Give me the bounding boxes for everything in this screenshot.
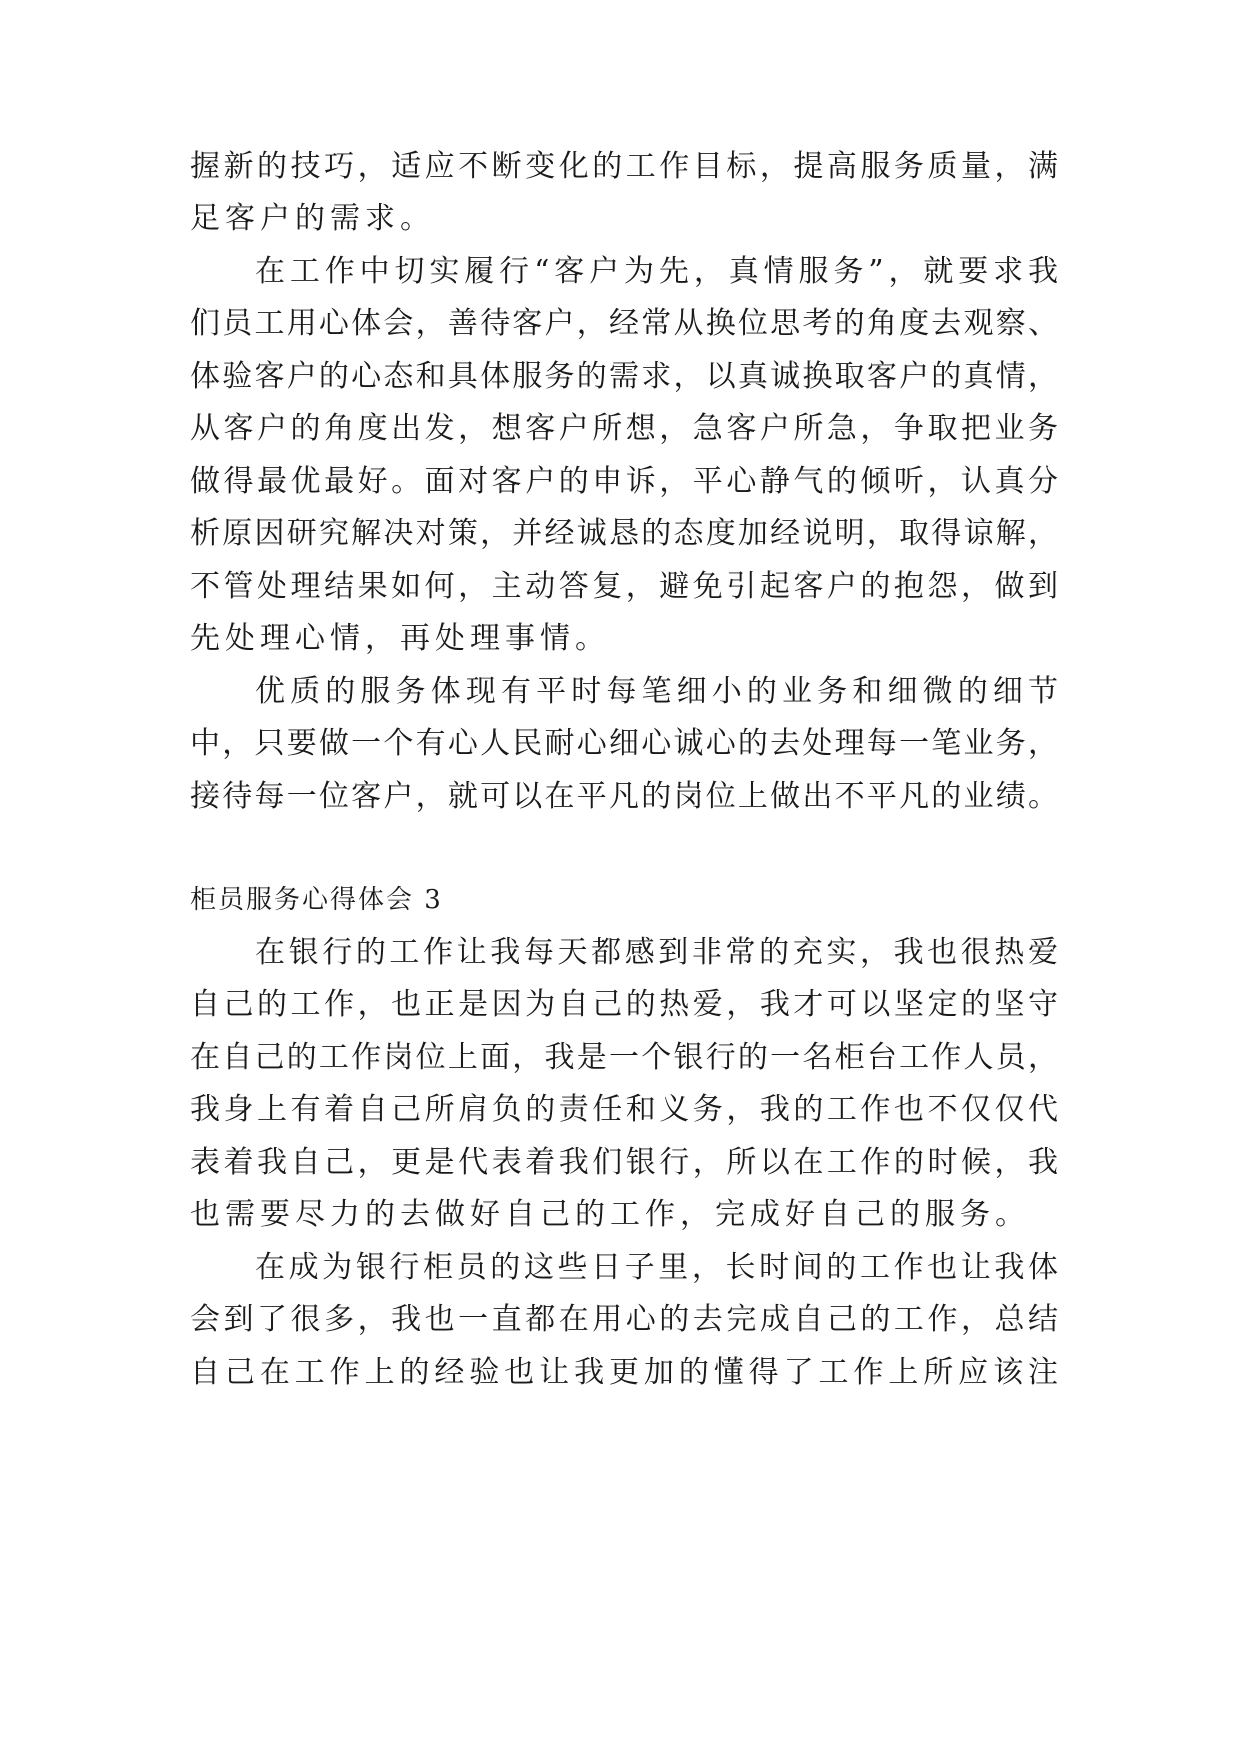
paragraph-line: 做得最优最好。面对客户的申诉，平心静气的倾听，认真分 — [190, 464, 1058, 499]
paragraph-line: 握新的技巧，适应不断变化的工作目标，提高服务质量，满 — [190, 149, 1058, 184]
paragraph-line: 体验客户的心态和具体服务的需求，以真诚换取客户的真情， — [190, 359, 1058, 394]
paragraph-line: 足客户的需求。 — [190, 201, 435, 236]
paragraph-line: 在银行的工作让我每天都感到非常的充实，我也很热爱 — [255, 935, 1058, 970]
paragraph-line: 在成为银行柜员的这些日子里，长时间的工作也让我体 — [255, 1250, 1058, 1285]
paragraph-line: 表着我自己，更是代表着我们银行，所以在工作的时候，我 — [190, 1145, 1058, 1180]
paragraph-line: 不管处理结果如何，主动答复，避免引起客户的抱怨，做到 — [190, 569, 1058, 604]
paragraph-line: 我身上有着自己所肩负的责任和义务，我的工作也不仅仅代 — [190, 1092, 1058, 1127]
paragraph-line: 们员工用心体会，善待客户，经常从换位思考的角度去观察、 — [190, 306, 1058, 341]
paragraph-line: 从客户的角度出发，想客户所想，急客户所急，争取把业务 — [190, 411, 1058, 446]
paragraph-line: 也需要尽力的去做好自己的工作，完成好自己的服务。 — [190, 1197, 1030, 1232]
section-heading: 柜员服务心得体会 3 — [190, 885, 443, 915]
paragraph-line: 会到了很多，我也一直都在用心的去完成自己的工作，总结 — [190, 1302, 1058, 1337]
paragraph-line: 在工作中切实履行“客户为先，真情服务”，就要求我 — [255, 254, 1058, 289]
paragraph-line: 自己的工作，也正是因为自己的热爱，我才可以坚定的坚守 — [190, 987, 1058, 1022]
paragraph-line: 优质的服务体现有平时每笔细小的业务和细微的细节 — [255, 674, 1058, 709]
paragraph-line: 自己在工作上的经验也让我更加的懂得了工作上所应该注 — [190, 1355, 1058, 1390]
paragraph-line: 在自己的工作岗位上面，我是一个银行的一名柜台工作人员， — [190, 1040, 1058, 1075]
paragraph-line: 析原因研究解决对策，并经诚恳的态度加经说明，取得谅解， — [190, 516, 1058, 551]
paragraph-line: 中，只要做一个有心人民耐心细心诚心的去处理每一笔业务， — [190, 726, 1058, 761]
paragraph-line: 接待每一位客户，就可以在平凡的岗位上做出不平凡的业绩。 — [190, 779, 1058, 814]
paragraph-line: 先处理心情，再处理事情。 — [190, 621, 610, 656]
